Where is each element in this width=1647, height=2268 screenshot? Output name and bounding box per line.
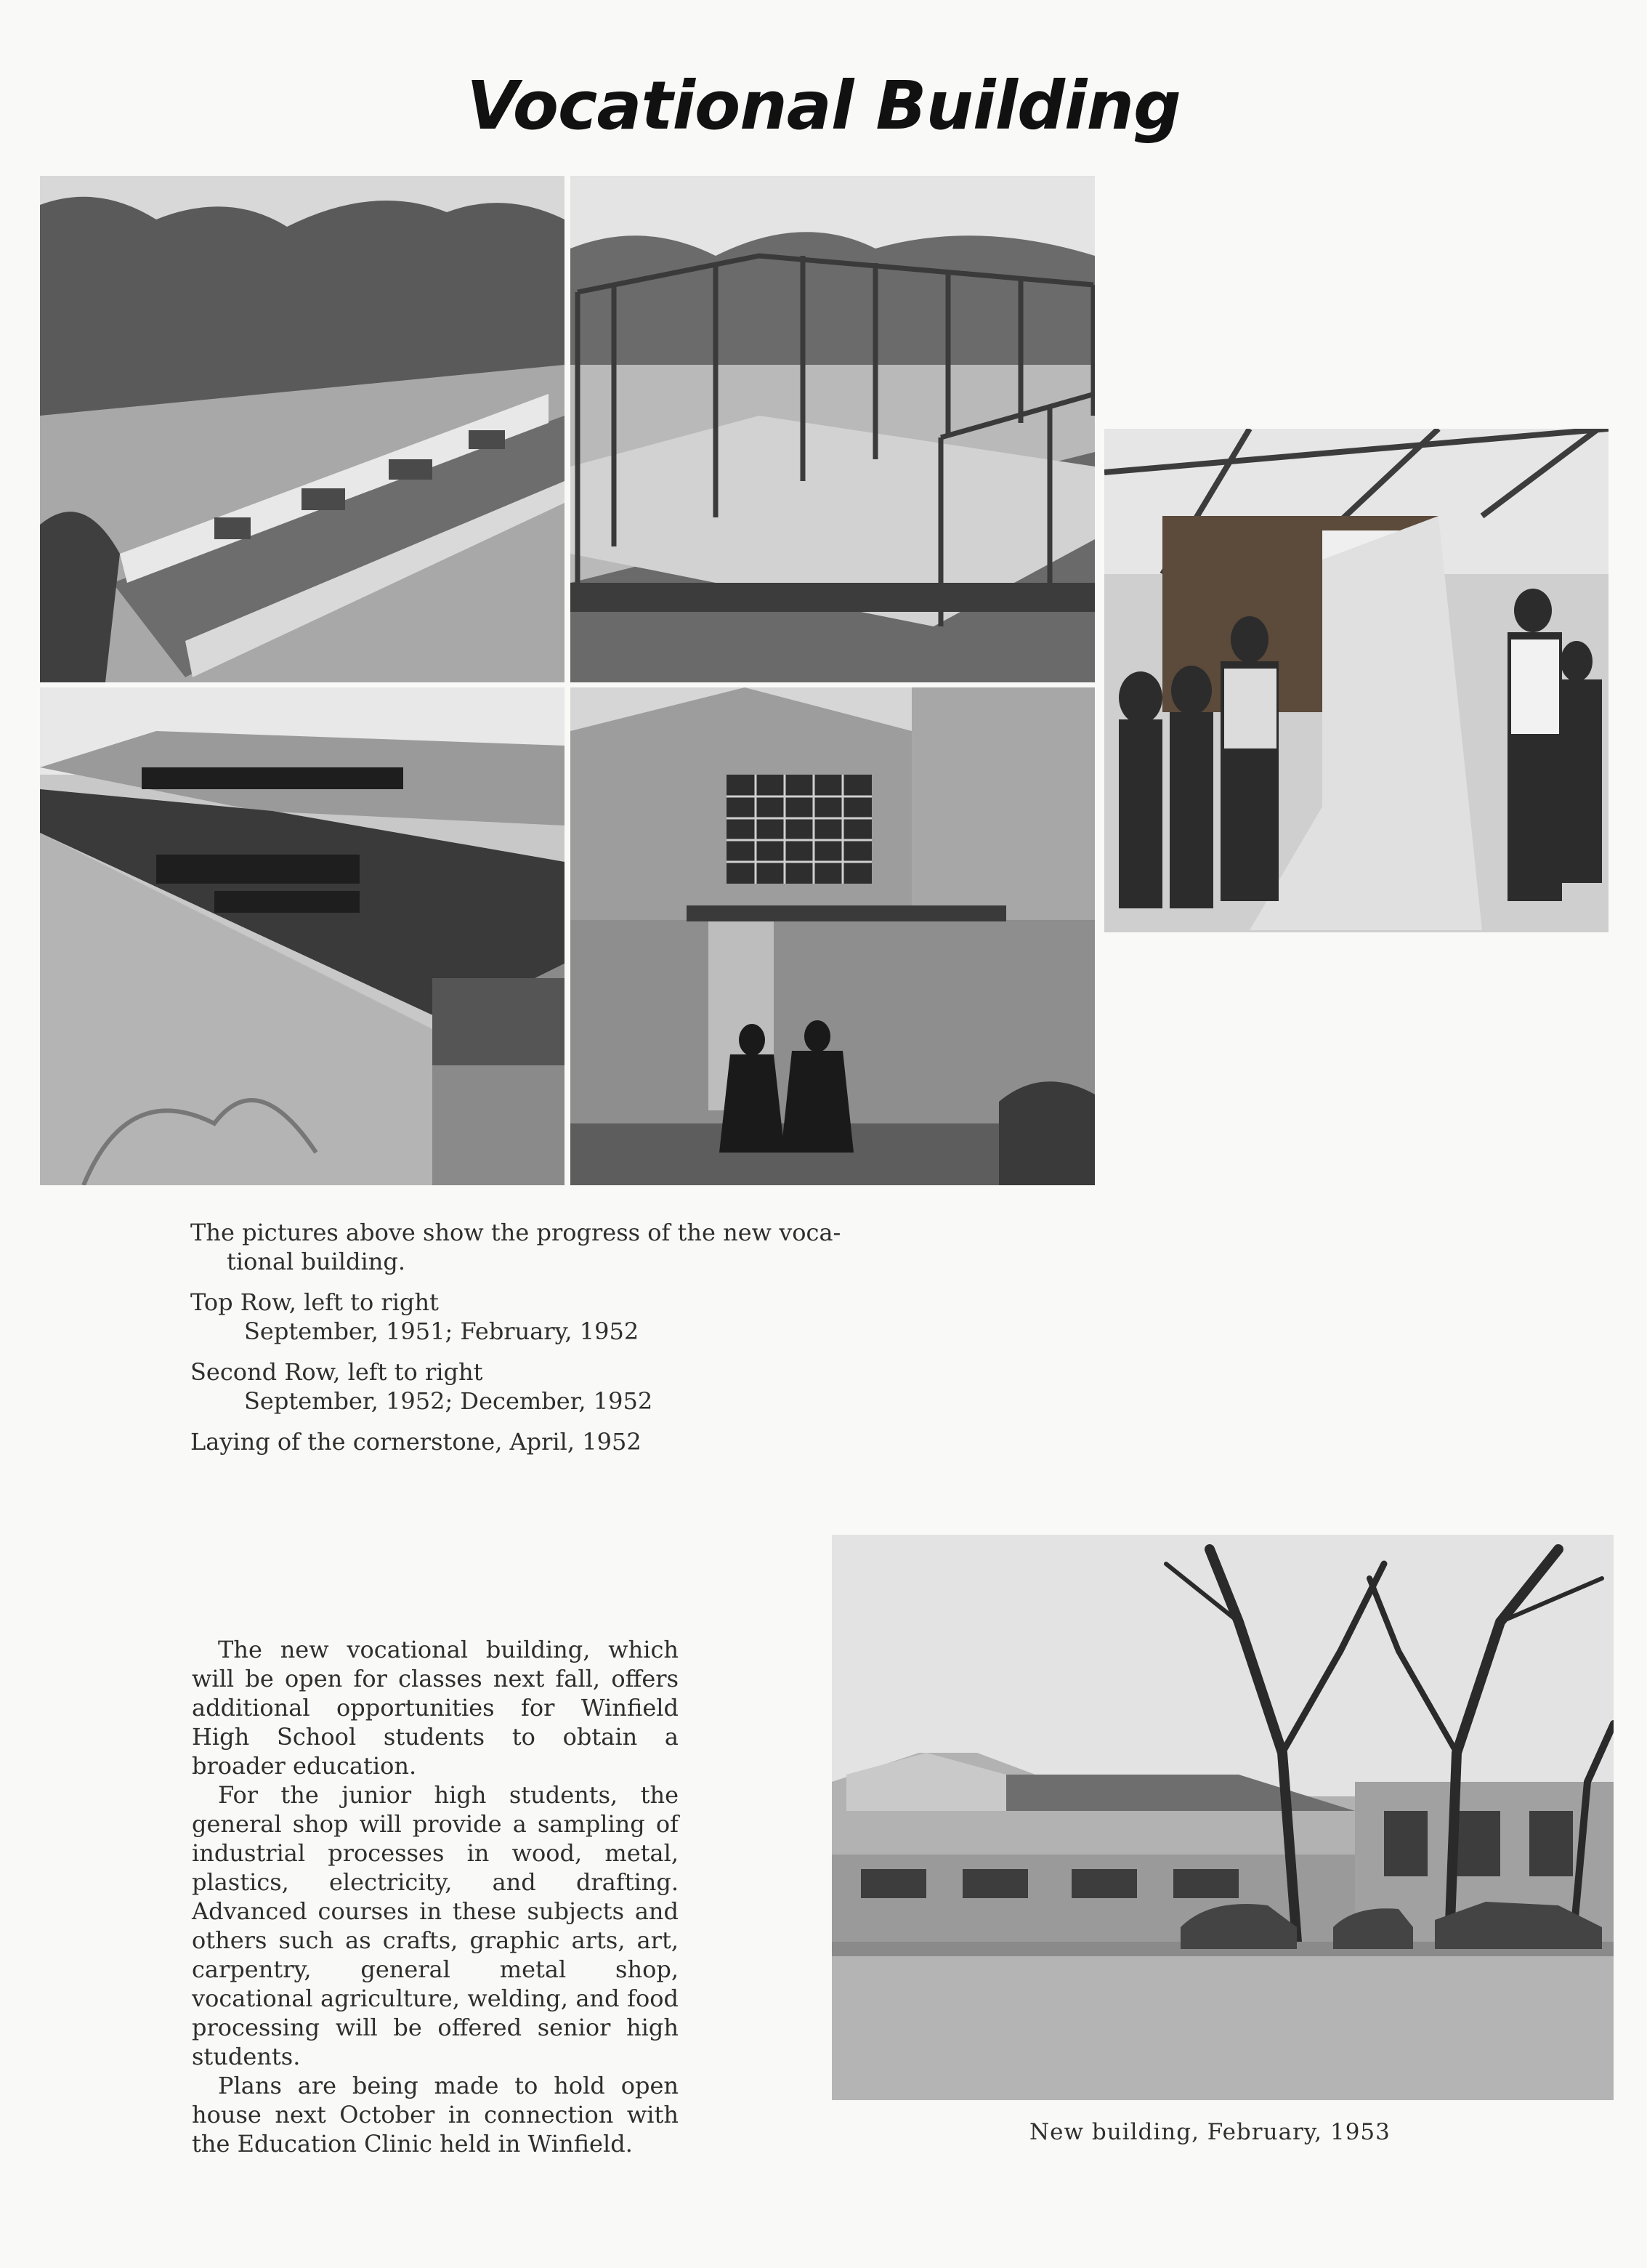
caption-intro-line1: The pictures above show the progress of the new voca- (190, 1219, 841, 1246)
photo-steel-frame (570, 176, 1095, 682)
photo-cornerstone-group (1104, 429, 1608, 932)
caption-top-row-label: Top Row, left to right (190, 1288, 439, 1316)
photo-foundation (40, 176, 564, 682)
article-paragraph: For the junior high students, the general shop will provide a sampling of industrial processes in wood, metal, plastics, electricity, and drafting. Advanced courses in these subjects and others such as crafts, graphic arts, art, carpentry, general metal shop, vocational agriculture, welding, and food processing will be offered senior high students. (192, 1781, 679, 2070)
page-title: Vocational Building (466, 67, 1181, 145)
caption-top-row-dates: September, 1951; February, 1952 (244, 1317, 639, 1345)
photo-new-building (832, 1535, 1614, 2100)
caption-intro-line2: tional building. (227, 1248, 405, 1275)
article-paragraph: Plans are being made to hold open house next October in connection with the Education Clinic held in Winfield. (192, 2072, 679, 2158)
article-text (192, 1635, 679, 2158)
caption-second-row-label: Second Row, left to right (190, 1358, 483, 1386)
caption-second-row-dates: September, 1952; December, 1952 (244, 1387, 653, 1415)
photo-roof-construction (40, 687, 564, 1185)
article-paragraph: The new vocational building, which will be open for classes next fall, offers additional opportunities for Winfield High School students to obtain a broader education. (192, 1636, 679, 1780)
caption-cornerstone: Laying of the cornerstone, April, 1952 (190, 1428, 642, 1456)
photo-building-entrance (570, 687, 1095, 1185)
photo-caption (190, 1218, 931, 1456)
bottom-photo-caption: New building, February, 1953 (1029, 2119, 1391, 2145)
